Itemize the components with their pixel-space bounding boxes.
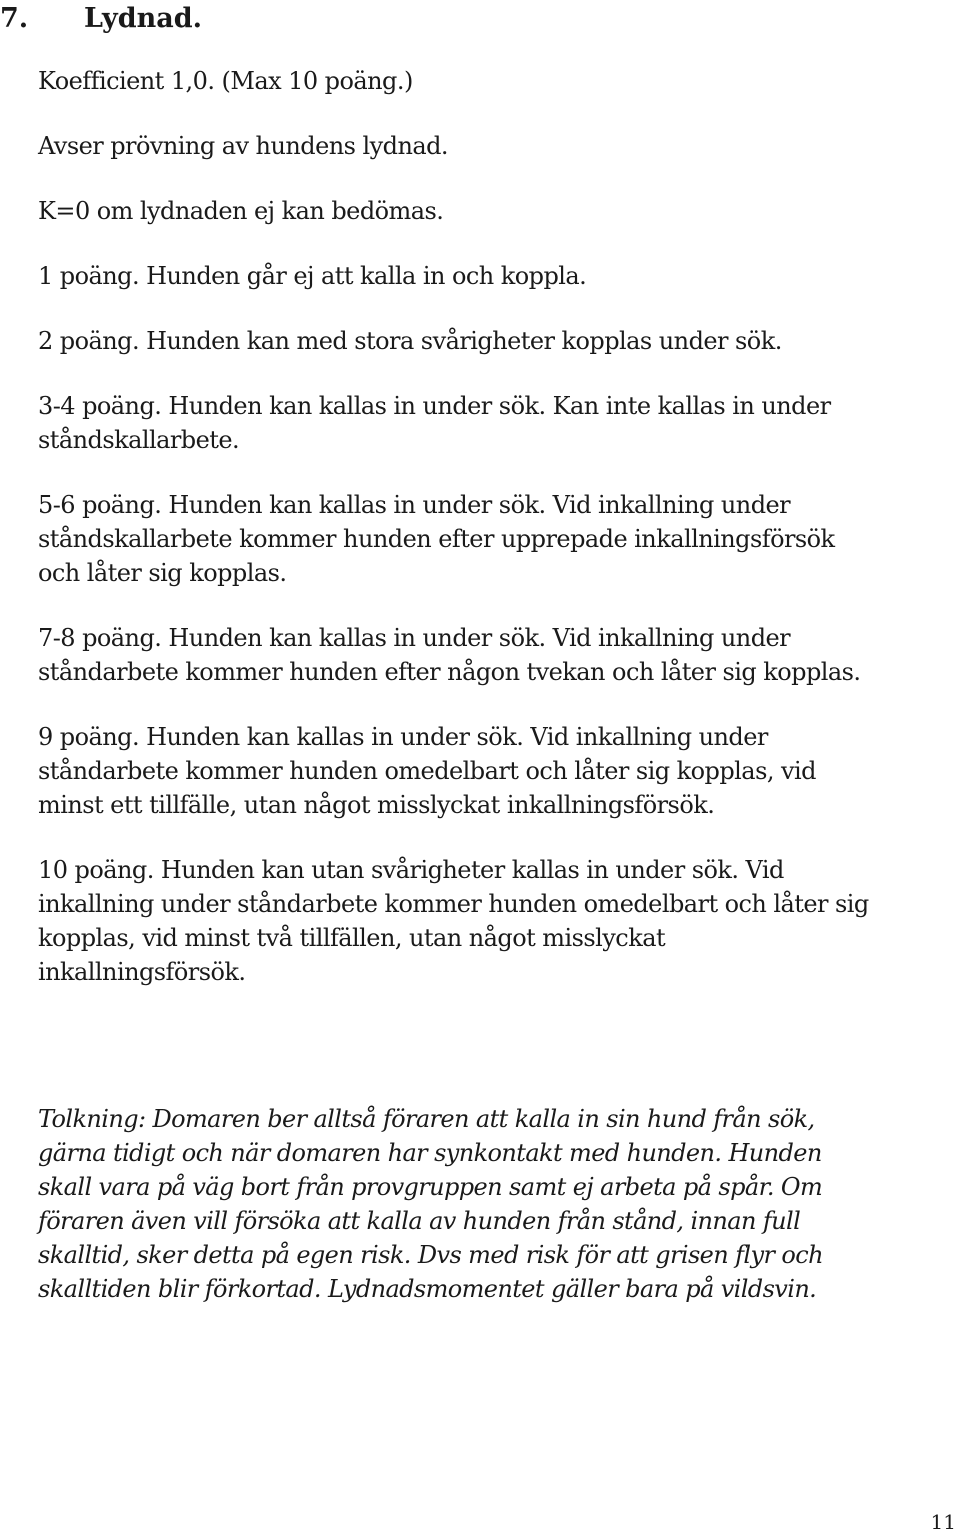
rule-paragraph [38,853,956,989]
text-line: inkallning under ståndarbete kommer hunden omedelbart och låter sig [38,890,869,918]
text-line: 3-4 poäng. Hunden kan kallas in under sök. Kan inte kallas in under [38,392,831,420]
text-line: inkallningsförsök. [38,958,246,986]
text-line: 7-8 poäng. Hunden kan kallas in under sök. Vid inkallning under [38,624,791,652]
text-line: 1 poäng. Hunden går ej att kalla in och koppla. [38,262,587,290]
text-line: 9 poäng. Hunden kan kallas in under sök. Vid inkallning under [38,723,768,751]
interpretation-line: gärna tidigt och när domaren har synkontakt med hunden. Hunden [38,1139,822,1167]
section-title: Lydnad. [84,3,202,34]
text-line: K=0 om lydnaden ej kan bedömas. [38,197,444,225]
rule-paragraph [38,64,956,98]
interpretation-line: Tolkning: Domaren ber alltså föraren att kalla in sin hund från sök, [38,1105,815,1133]
rule-paragraph [38,488,956,590]
text-line: 2 poäng. Hunden kan med stora svårigheter kopplas under sök. [38,327,782,355]
section-heading [0,0,202,38]
text-line: ståndskallarbete. [38,426,240,454]
rule-paragraph [38,194,956,228]
rule-paragraph [38,259,956,293]
rules-body [38,64,956,1020]
text-line: 10 poäng. Hunden kan utan svårigheter kallas in under sök. Vid [38,856,784,884]
page-number: 11 [930,1510,956,1534]
interpretation-line: skalltid, sker detta på egen risk. Dvs med risk för att grisen flyr och [38,1241,823,1269]
interpretation-line: föraren även vill försöka att kalla av hunden från stånd, innan full [38,1207,801,1235]
interpretation-note [38,1102,956,1306]
text-line: och låter sig kopplas. [38,559,287,587]
text-line: ståndarbete kommer hunden efter någon tvekan och låter sig kopplas. [38,658,861,686]
interpretation-line: skalltiden blir förkortad. Lydnadsmomentet gäller bara på vildsvin. [38,1275,817,1303]
text-line: 5-6 poäng. Hunden kan kallas in under sök. Vid inkallning under [38,491,791,519]
rule-paragraph [38,389,956,457]
text-line: Koefficient 1,0. (Max 10 poäng.) [38,67,413,95]
rule-paragraph [38,324,956,358]
rule-paragraph [38,720,956,822]
rule-paragraph [38,129,956,163]
text-line: ståndarbete kommer hunden omedelbart och låter sig kopplas, vid [38,757,816,785]
interpretation-line: skall vara på väg bort från provgruppen samt ej arbeta på spår. Om [38,1173,823,1201]
rule-paragraph [38,621,956,689]
section-number: 7. [0,3,29,34]
text-line: ståndskallarbete kommer hunden efter upprepade inkallningsförsök [38,525,835,553]
text-line: kopplas, vid minst två tillfällen, utan något misslyckat [38,924,666,952]
text-line: minst ett tillfälle, utan något misslyckat inkallningsförsök. [38,791,715,819]
text-line: Avser prövning av hundens lydnad. [38,132,449,160]
